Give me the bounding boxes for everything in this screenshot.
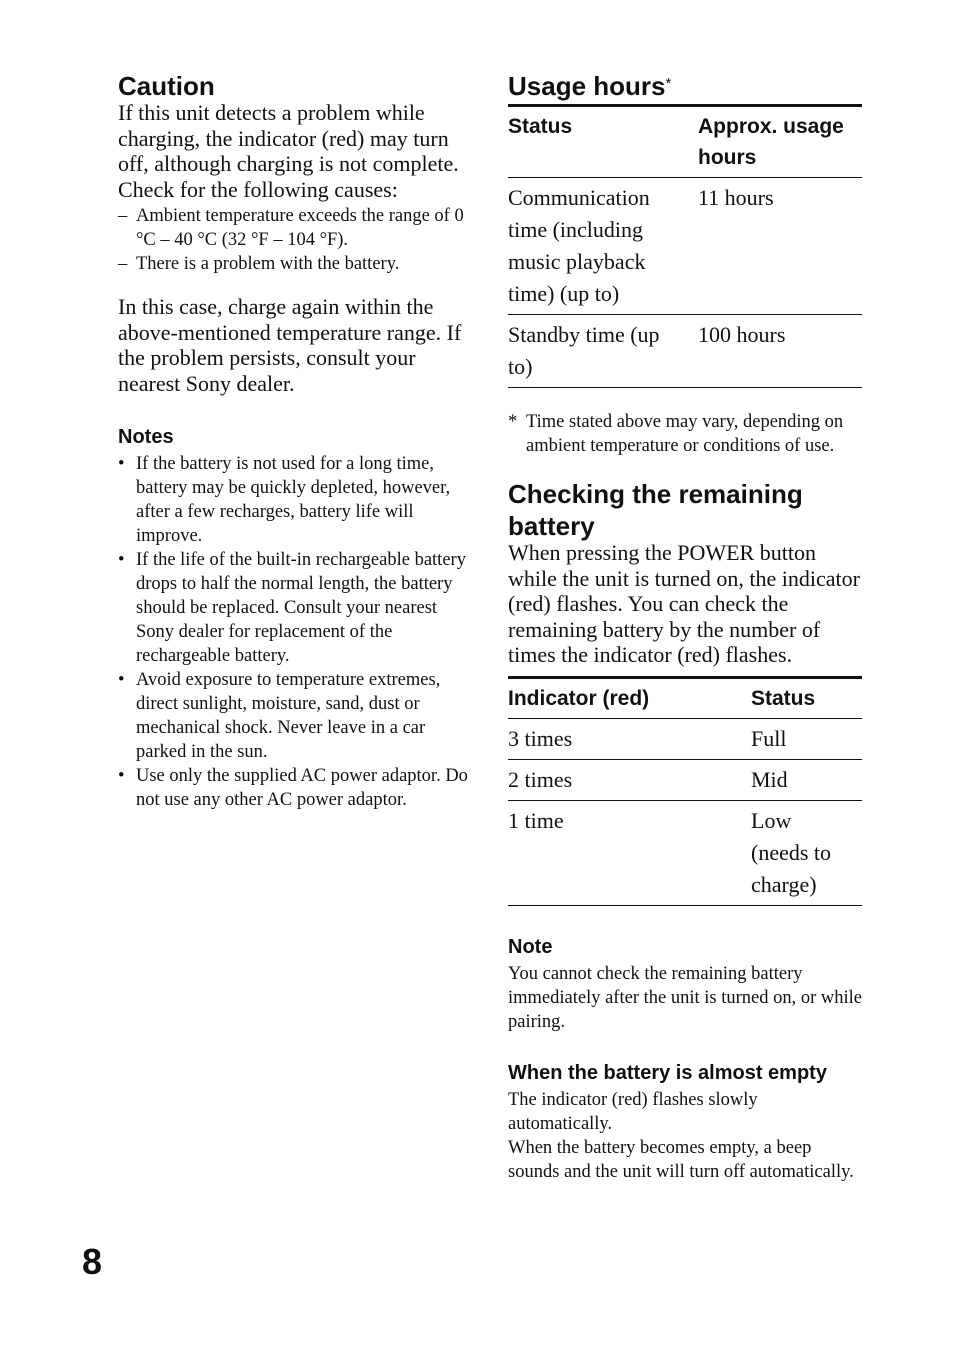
- column-header-status: Status: [508, 115, 573, 138]
- table-header-row: [508, 106, 862, 178]
- cell-indicator: 2 times: [508, 766, 573, 792]
- battery-empty-paragraph: The indicator (red) flashes slowly automatically.: [508, 1089, 758, 1134]
- cell-indicator: 3 times: [508, 725, 573, 751]
- cell-indicator: 1 time: [508, 807, 564, 833]
- note-text: If the battery is not used for a long time, battery may be quickly depleted, however, after a few recharges, battery life will improve.: [136, 454, 451, 546]
- cell-hours: 100 hours: [698, 322, 786, 347]
- cause-text: There is a problem with the battery.: [136, 254, 400, 274]
- list-item: [508, 410, 862, 458]
- usage-hours-table: [508, 104, 862, 388]
- list-item: [118, 548, 474, 668]
- bullet-marker: •: [118, 550, 125, 570]
- dash-marker: –: [118, 254, 128, 274]
- battery-empty-paragraph-2: When the battery becomes empty, a beep sounds and the unit will turn off automatically.: [508, 1137, 854, 1182]
- table-row: [508, 759, 862, 800]
- page-number: 8: [82, 1241, 103, 1282]
- column-header-indicator: Indicator (red): [508, 686, 650, 710]
- cause-text: Ambient temperature exceeds the range of 0 °C – 40 °C (32 °F – 104 °F).: [136, 206, 464, 250]
- caution-heading: Caution: [118, 71, 215, 101]
- usage-footnote: [508, 410, 862, 458]
- bullet-marker: •: [118, 766, 125, 786]
- cell-status: Mid: [751, 766, 788, 792]
- dash-marker: –: [118, 206, 128, 226]
- bullet-marker: •: [118, 670, 125, 690]
- list-item: [118, 204, 474, 252]
- cell-status: Full: [751, 725, 787, 751]
- footnote-mark: *: [665, 75, 672, 92]
- note-text: Avoid exposure to temperature extremes, direct sunlight, moisture, sand, dust or mechanical shock. Never leave in a car parked in the sun.: [136, 670, 441, 762]
- cell-status: Low (needs to charge): [751, 807, 832, 897]
- cell-status: Standby time (up to): [508, 322, 660, 379]
- left-column: [118, 70, 474, 812]
- table-row: [508, 800, 862, 905]
- asterisk-marker: *: [508, 412, 518, 432]
- list-item: [118, 764, 474, 812]
- right-column: [508, 70, 862, 1184]
- remaining-battery-heading: Checking the remaining battery: [508, 479, 803, 541]
- notes-heading: Notes: [118, 426, 174, 448]
- list-item: [118, 668, 474, 764]
- usage-hours-heading: [508, 70, 862, 102]
- list-item: [118, 252, 474, 276]
- footnote-text: Time stated above may vary, depending on ambient temperature or conditions of use.: [526, 412, 844, 456]
- cell-hours: 11 hours: [698, 185, 774, 210]
- table-row: [508, 315, 862, 388]
- column-header-status: Status: [751, 686, 816, 710]
- note-text: You cannot check the remaining battery immediately after the unit is turned on, or while pairing.: [508, 963, 862, 1032]
- note-heading: Note: [508, 935, 553, 958]
- remaining-battery-paragraph: When pressing the POWER button while the unit is turned on, the indicator (red) flashes. You can check the remaining battery by the number of times the indicator (red) flashes.: [508, 540, 860, 667]
- caution-advice-paragraph: In this case, charge again within the above-mentioned temperature range. If the problem persists, consult your nearest Sony dealer.: [118, 294, 462, 396]
- table-row: [508, 178, 862, 315]
- caution-paragraph: If this unit detects a problem while charging, the indicator (red) may turn off, although charging is not complete.: [118, 100, 459, 176]
- indicator-table: [508, 676, 862, 906]
- caution-check-text: Check for the following causes:: [118, 176, 398, 202]
- note-text: Use only the supplied AC power adaptor. Do not use any other AC power adaptor.: [136, 766, 468, 810]
- bullet-marker: •: [118, 454, 125, 474]
- note-text: If the life of the built-in rechargeable battery drops to half the normal length, the battery should be replaced. Consult your nearest Sony dealer for replacement of the rechargeable battery.: [136, 550, 466, 666]
- causes-list: [118, 204, 474, 276]
- usage-hours-title: Usage hours: [508, 71, 666, 101]
- table-row: [508, 718, 862, 759]
- notes-list: [118, 452, 474, 812]
- list-item: [118, 452, 474, 548]
- column-header-hours: Approx. usage hours: [698, 115, 844, 169]
- table-header-row: [508, 677, 862, 718]
- battery-empty-heading: When the battery is almost empty: [508, 1061, 827, 1084]
- cell-status: Communication time (including music playback time) (up to): [508, 185, 650, 306]
